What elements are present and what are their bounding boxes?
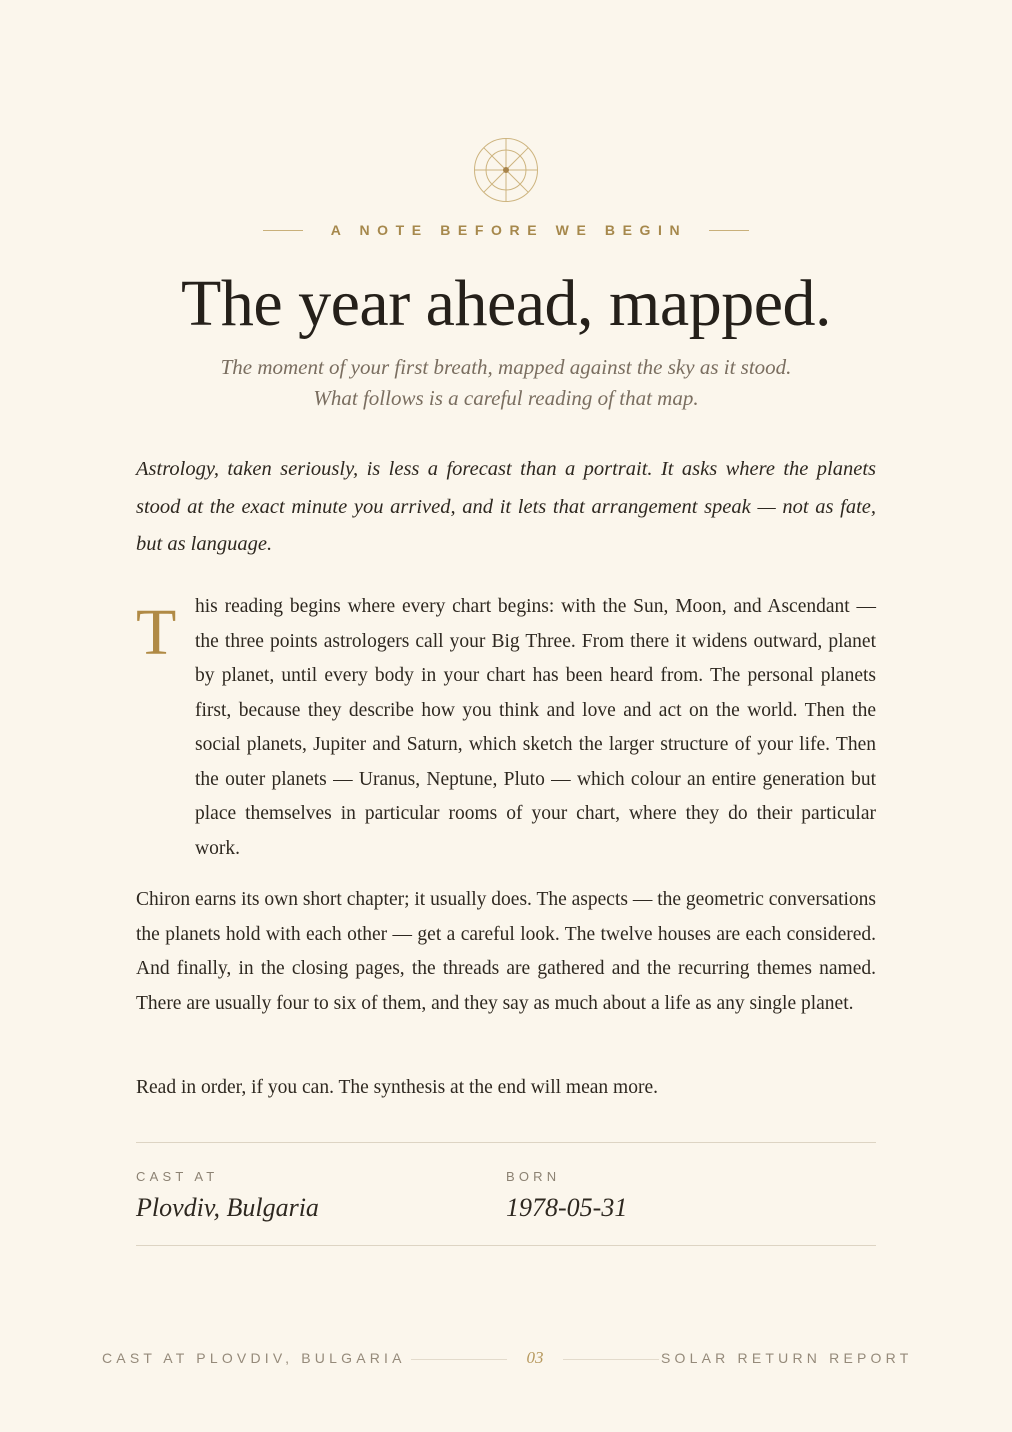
page-footer [0,1350,1012,1370]
body-paragraph-2: Chiron earns its own short chapter; it usually does. The aspects — the geometric conversations the planets hold with each other — get a careful look. The twelve houses are each considered. And finally, in the closing pages, the threads are gathered and the recurring themes named. There are usually four to six of them, and they say as much about a life as any single planet. [136,889,876,1014]
chart-details [136,1142,876,1246]
footer-rule-left [411,1359,507,1360]
eyebrow-rule-left [263,230,303,231]
page-title: The year ahead, mapped. [181,267,831,340]
footer-location: CAST AT PLOVDIV, BULGARIA [102,1350,406,1366]
eyebrow-label: A NOTE BEFORE WE BEGIN [330,222,688,238]
cast-at-value: Plovdiv, Bulgaria [136,1193,319,1222]
page-number: 03 [526,1348,544,1367]
born-label: BORN [506,1169,561,1184]
footer-rule-right [563,1359,659,1360]
born-field [506,1143,627,1224]
cast-at-label: CAST AT [136,1169,219,1184]
eyebrow-rule-right [709,230,749,231]
born-value: 1978-05-31 [506,1193,628,1222]
section-eyebrow [0,222,1012,238]
body-paragraph-1 [136,590,876,866]
body-paragraph-3: Read in order, if you can. The synthesis at the end will mean more. [136,1077,658,1098]
zodiac-wheel-icon [473,137,539,203]
drop-cap: T [136,596,177,669]
body-paragraph-1-text: his reading begins where every chart begins: with the Sun, Moon, and Ascendant — the three points astrologers call your Big Three. From there it widens outward, planet by planet, until every body in your chart has been heard from. The personal planets first, because they describe how you think and love and act on the world. Then the social planets, Jupiter and Saturn, which sketch the larger structure of your life. Then the outer planets — Uranus, Neptune, Pluto — which colour an entire generation but place themselves in particular rooms of your chart, where they do their particular work. [195,596,876,859]
footer-report-title: SOLAR RETURN REPORT [661,1350,913,1366]
cast-at-field [136,1143,319,1224]
lede-paragraph: Astrology, taken seriously, is less a forecast than a portrait. It asks where the planets stood at the exact minute you arrived, and it lets that arrangement speak — not as fate, but as language. [136,458,876,555]
page-subtitle: The moment of your first breath, mapped against the sky as it stood. What follows is a careful reading of that map. [220,355,792,410]
